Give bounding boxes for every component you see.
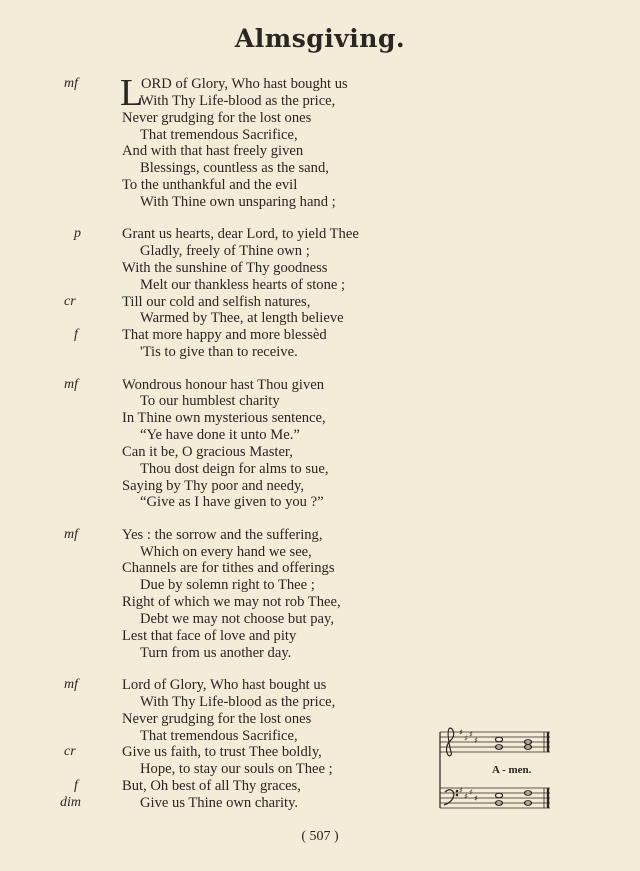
verse-text: And with that hast freely given	[122, 143, 304, 160]
verse-line	[64, 744, 472, 761]
stanza-3	[64, 376, 472, 512]
verse-text: “Ye have done it unto Me.”	[140, 427, 300, 444]
svg-text:♯: ♯	[464, 792, 468, 801]
verse-text: Lest that face of love and pity	[122, 627, 297, 644]
verse-text: With the sunshine of Thy goodness	[122, 259, 328, 276]
verse-line	[92, 127, 472, 144]
dynamic-marking: cr	[64, 293, 76, 309]
verse-text: Turn from us another day.	[140, 644, 292, 661]
stanza-1	[64, 72, 472, 211]
dynamic-marking: cr	[64, 744, 76, 760]
dynamic-marking: mf	[64, 76, 78, 91]
verse-text: That tremendous Sacrifice,	[140, 727, 298, 744]
verse-line	[64, 376, 472, 394]
dynamic-marking: dim	[60, 794, 81, 810]
dynamic-marking: p	[74, 226, 81, 242]
verse-line	[92, 645, 472, 662]
verse-line	[92, 243, 472, 260]
verse-text: “Give as I have given to you ?”	[140, 494, 324, 511]
verse-text: Which on every hand we see,	[140, 543, 312, 560]
stanza-2	[64, 226, 472, 361]
verse-text: With Thy Life-blood as the price,	[140, 693, 336, 710]
verse-text: Never grudging for the lost ones	[122, 109, 312, 126]
stanza-4	[64, 526, 472, 662]
verse-text: Blessings, countless as the sand,	[140, 160, 329, 177]
verse-text: ORD of Glory, Who hast bought us	[141, 76, 348, 92]
stanza-5	[60, 677, 472, 812]
verse-line	[92, 577, 472, 594]
verse-text: Grant us hearts, dear Lord, to yield Thee	[122, 226, 359, 243]
verse-line	[92, 344, 472, 361]
verse-text: Can it be, O gracious Master,	[122, 443, 293, 460]
verse-line	[92, 628, 472, 645]
verse-text: Give us Thine own charity.	[140, 794, 299, 811]
verse-line	[92, 310, 472, 327]
verse-text: Melt our thankless hearts of stone ;	[140, 276, 346, 293]
hymn-title: Almsgiving.	[234, 24, 406, 53]
verse-line	[64, 526, 472, 544]
verse-line	[74, 327, 472, 344]
page-number: ( 507 )	[301, 829, 339, 844]
verse-line	[92, 260, 472, 277]
verse-line	[92, 194, 472, 211]
dynamic-marking: f	[74, 778, 78, 794]
verse-line	[92, 478, 472, 495]
svg-text:♯: ♯	[474, 736, 478, 745]
verse-line	[92, 410, 472, 427]
verse-line	[92, 611, 472, 628]
verse-line	[92, 761, 472, 778]
verse-line	[64, 293, 472, 311]
verse-text: That more happy and more blessèd	[122, 327, 327, 344]
verse-text: Thou dost deign for alms to sue,	[140, 460, 329, 477]
verse-text: Lord of Glory, Who hast bought us	[122, 677, 327, 693]
verse-line	[92, 594, 472, 611]
verse-text: 'Tis to give than to receive.	[140, 344, 298, 361]
dynamic-marking: f	[74, 327, 78, 343]
verse-text: Debt we may not choose but pay,	[140, 610, 334, 627]
verse-text: With Thine own unsparing hand ;	[140, 193, 336, 210]
verse-line	[64, 677, 472, 694]
verse-text: That tremendous Sacrifice,	[140, 126, 298, 143]
verse-text: Saying by Thy poor and needy,	[122, 477, 304, 494]
verse-text: Channels are for tithes and offerings	[122, 560, 335, 577]
verse-line	[74, 778, 472, 795]
verse-text: Gladly, freely of Thine own ;	[140, 243, 310, 260]
verse-text: Warmed by Thee, at length believe	[140, 310, 344, 327]
verse-line	[92, 560, 472, 577]
svg-text:♯: ♯	[474, 794, 478, 803]
verse-text: Give us faith, to trust Thee boldly,	[122, 744, 322, 761]
svg-text:♯: ♯	[469, 788, 473, 797]
verse-line	[74, 226, 472, 243]
verse-line	[92, 461, 472, 478]
amen-syllables: A - men.	[492, 764, 532, 776]
verse-line	[92, 160, 472, 177]
svg-text:♯: ♯	[469, 730, 473, 739]
verse-line	[92, 444, 472, 461]
verse-line	[92, 694, 472, 711]
verse-line	[92, 93, 472, 110]
drop-cap: L	[120, 72, 144, 114]
dynamic-marking: mf	[64, 376, 78, 392]
verse-text: Wondrous honour hast Thou given	[122, 376, 325, 393]
verse-line	[92, 143, 472, 160]
verse-text: Right of which we may not rob Thee,	[122, 594, 341, 611]
verse-text: With Thy Life-blood as the price,	[140, 92, 336, 109]
verse-line	[92, 177, 472, 194]
verse-line	[92, 277, 472, 294]
verse-line	[60, 794, 472, 812]
verse-text: Never grudging for the lost ones	[122, 710, 312, 727]
verse-text: Yes : the sorrow and the suffering,	[122, 526, 323, 543]
verse-text: In Thine own mysterious sentence,	[122, 410, 326, 427]
verse-line	[92, 110, 472, 127]
verse-text: To the unthankful and the evil	[122, 177, 298, 194]
hymn-text	[60, 72, 472, 827]
verse-line	[92, 393, 472, 410]
verse-text: Due by solemn right to Thee ;	[140, 577, 315, 594]
verse-text: Hope, to stay our souls on Thee ;	[140, 761, 333, 778]
svg-text:♯: ♯	[464, 734, 468, 743]
svg-text:♯: ♯	[459, 728, 463, 737]
verse-text: But, Oh best of all Thy graces,	[122, 778, 301, 795]
dynamic-marking: mf	[64, 526, 78, 542]
dynamic-marking: mf	[64, 677, 78, 692]
verse-text: To our humblest charity	[140, 393, 280, 410]
verse-line	[92, 427, 472, 444]
verse-text: Till our cold and selfish natures,	[122, 293, 311, 310]
verse-line	[92, 711, 472, 728]
svg-text:♯: ♯	[459, 786, 463, 795]
verse-line	[92, 728, 472, 745]
verse-line	[92, 494, 472, 511]
verse-line	[92, 544, 472, 561]
